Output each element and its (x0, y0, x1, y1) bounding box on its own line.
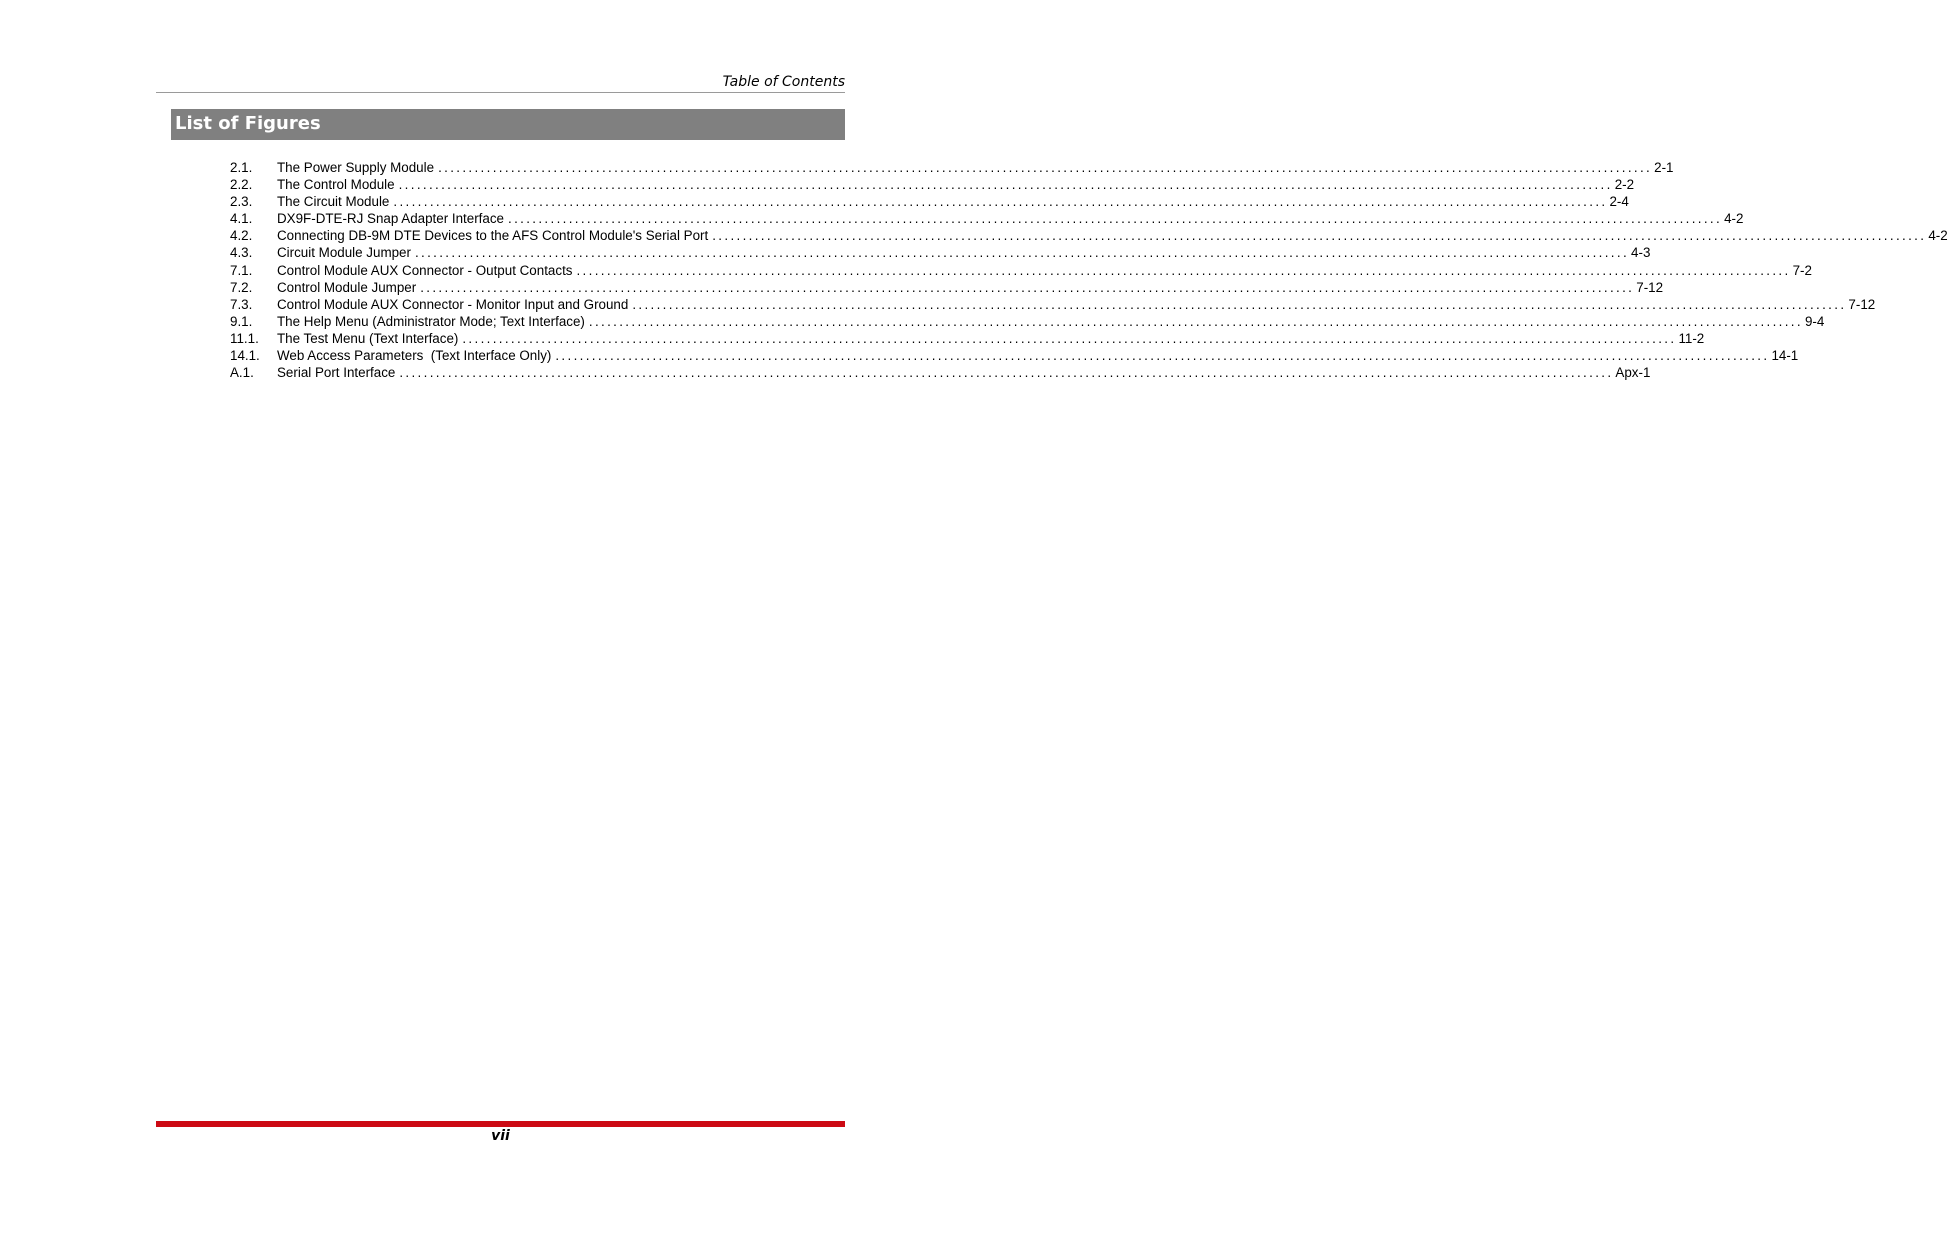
dot-leader: ........................................................................................................................................................................................................ (588, 313, 1803, 329)
figure-entry[interactable] (230, 364, 1651, 381)
figure-entry[interactable] (230, 227, 1948, 244)
dot-leader: ........................................................................................................................................................................................................ (414, 245, 1630, 261)
dot-leader: ........................................................................................................................................................................................................ (420, 279, 1635, 295)
figure-page: 2-4 (1609, 194, 1629, 210)
figure-page: 14-1 (1771, 348, 1799, 364)
dot-leader: ........................................................................................................................................................................................................ (399, 365, 1614, 381)
figure-entry[interactable] (230, 244, 1651, 261)
figure-title: Control Module Jumper (277, 279, 417, 295)
figure-number: 11.1. (230, 330, 259, 346)
figure-title: Control Module AUX Connector - Monitor Input and Ground (277, 296, 629, 312)
figure-page: 7-12 (1636, 279, 1664, 295)
figure-number: 2.3. (230, 194, 253, 210)
figure-title: The Control Module (277, 177, 395, 193)
figure-page: 4-2 (1724, 211, 1744, 227)
figure-title: Web Access Parameters (Text Interface Only) (277, 348, 552, 364)
figure-page: 2-1 (1654, 160, 1674, 175)
figure-number: 2.2. (230, 177, 253, 193)
figure-number: 7.1. (230, 262, 253, 278)
dot-leader: ........................................................................................................................................................................................................ (576, 262, 1791, 278)
figure-title: The Help Menu (Administrator Mode; Text Interface) (277, 313, 585, 329)
figure-page: 7-12 (1848, 296, 1876, 312)
figure-page: 9-4 (1804, 313, 1825, 329)
dot-leader: ........................................................................................................................................................................................................ (555, 348, 1770, 364)
figure-entry[interactable] (230, 159, 1674, 176)
figure-page: 2-2 (1614, 177, 1635, 193)
figure-page: 4-3 (1631, 245, 1651, 261)
section-heading-band (171, 109, 845, 140)
figure-entry[interactable] (230, 330, 1705, 347)
dot-leader: ........................................................................................................................................................................................................ (508, 211, 1723, 227)
figure-entry[interactable] (230, 313, 1825, 330)
figure-number: 14.1. (230, 348, 260, 364)
dot-leader: ........................................................................................................................................................................................................ (398, 177, 1613, 193)
figure-title: The Circuit Module (277, 194, 390, 210)
figure-number: 2.1. (230, 160, 253, 175)
figure-number: 4.3. (230, 245, 253, 261)
header-rule (156, 92, 845, 93)
figure-number: 4.1. (230, 211, 253, 227)
page-number: vii (491, 1128, 510, 1144)
figure-title: The Power Supply Module (277, 160, 435, 175)
figure-page: 4-2 (1928, 228, 1948, 244)
figure-entry[interactable] (230, 210, 1744, 227)
dot-leader: ........................................................................................................................................................................................................ (438, 160, 1653, 175)
dot-leader: ........................................................................................................................................................................................................ (393, 194, 1608, 210)
figure-entry[interactable] (230, 296, 1876, 313)
figure-entry[interactable] (230, 279, 1664, 296)
figure-number: A.1. (230, 365, 254, 381)
figure-title: The Test Menu (Text Interface) (277, 330, 459, 346)
figure-title: Serial Port Interface (277, 365, 396, 381)
figure-number: 4.2. (230, 228, 253, 244)
figure-entry[interactable] (230, 262, 1812, 279)
figure-entry[interactable] (230, 176, 1635, 193)
figure-number: 7.3. (230, 296, 253, 312)
figure-entry[interactable] (230, 347, 1799, 364)
figure-number: 9.1. (230, 313, 253, 329)
figure-title: Control Module AUX Connector - Output Contacts (277, 262, 573, 278)
dot-leader: ........................................................................................................................................................................................................ (712, 228, 1927, 244)
running-header: Table of Contents (722, 74, 845, 90)
figure-title: Connecting DB-9M DTE Devices to the AFS Control Module's Serial Port (277, 228, 709, 244)
figure-entry[interactable] (230, 193, 1629, 210)
figure-title: Circuit Module Jumper (277, 245, 411, 261)
figure-number: 7.2. (230, 279, 253, 295)
figure-title: DX9F-DTE-RJ Snap Adapter Interface (277, 211, 504, 227)
dot-leader: ........................................................................................................................................................................................................ (632, 296, 1847, 312)
dot-leader: ........................................................................................................................................................................................................ (462, 330, 1677, 346)
figure-page: Apx-1 (1615, 365, 1651, 381)
section-title: List of Figures (175, 113, 321, 134)
figure-page: 11-2 (1678, 330, 1705, 346)
figure-page: 7-2 (1792, 262, 1812, 278)
figure-list (230, 159, 1948, 381)
